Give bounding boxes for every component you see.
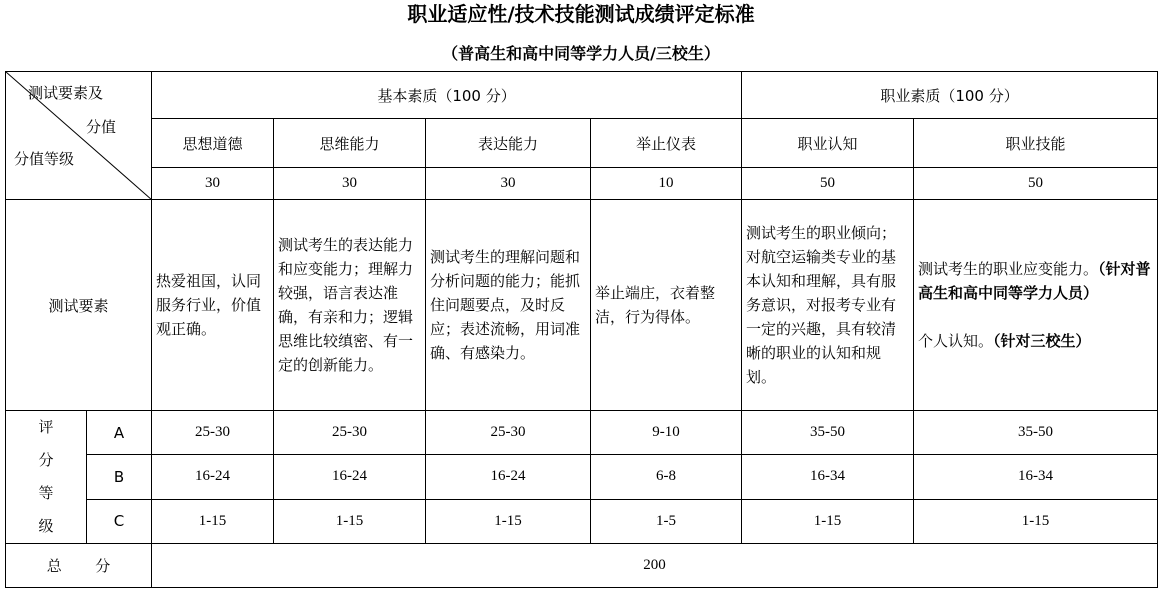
grade-range: 16-24 [426, 455, 591, 499]
grade-range: 1-15 [914, 499, 1158, 543]
grade-range: 1-15 [742, 499, 914, 543]
grade-range: 35-50 [742, 411, 914, 455]
grade-range: 25-30 [152, 411, 274, 455]
col-name: 表达能力 [426, 119, 591, 168]
col-name: 思想道德 [152, 119, 274, 168]
page-subtitle: （普高生和高中同等学力人员/三校生） [442, 44, 720, 63]
col-desc: 热爱祖国，认同服务行业，价值观正确。 [152, 200, 274, 411]
corner-label-score: 分值 [86, 118, 117, 136]
col-desc-skills [914, 200, 1158, 411]
col-score: 10 [591, 168, 742, 200]
grade-range: 16-24 [274, 455, 426, 499]
page-title: 职业适应性/技术技能测试成绩评定标准 [407, 2, 755, 26]
grade-row-b [6, 455, 1158, 499]
grade-range: 16-34 [914, 455, 1158, 499]
col-desc: 测试考生的理解问题和分析问题的能力；能抓住问题要点，及时反应；表述流畅，用词准确、有感染力。 [426, 200, 591, 411]
desc-note: （针对普高生和高中同等学力人员） [918, 260, 1151, 302]
col-name: 职业技能 [914, 119, 1158, 168]
elements-row [6, 200, 1158, 411]
grade-range: 25-30 [274, 411, 426, 455]
col-name: 举止仪表 [591, 119, 742, 168]
col-desc: 举止端庄，衣着整洁，行为得体。 [591, 200, 742, 411]
desc-text: 测试考生的职业应变能力。 [918, 260, 1099, 278]
col-score: 30 [152, 168, 274, 200]
col-desc: 测试考生的表达能力和应变能力；理解力较强，语言表达准确，有亲和力；逻辑思维比较缜密、有一定的创新能力。 [274, 200, 426, 411]
grade-range: 1-15 [274, 499, 426, 543]
group-basic-quality: 基本素质（100 分） [152, 72, 742, 119]
col-name: 思维能力 [274, 119, 426, 168]
corner-label-elements: 测试要素及 [28, 84, 104, 102]
col-score: 50 [914, 168, 1158, 200]
grade-label: 评 分 等 级 [6, 411, 87, 544]
desc-text: 个人认知。 [918, 332, 994, 350]
grade-range: 1-15 [426, 499, 591, 543]
elements-label: 测试要素 [6, 200, 152, 411]
score-table [5, 71, 1158, 588]
grade-range: 35-50 [914, 411, 1158, 455]
corner-label-grade: 分值等级 [14, 150, 75, 168]
total-value: 200 [152, 544, 1158, 588]
desc-note: （针对三校生） [993, 332, 1091, 350]
group-professional-quality: 职业素质（100 分） [742, 72, 1158, 119]
grade-range: 9-10 [591, 411, 742, 455]
grade-range: 6-8 [591, 455, 742, 499]
grade-range: 16-24 [152, 455, 274, 499]
corner-header [6, 72, 152, 200]
group-header-row [6, 72, 1158, 119]
grade-row-c [6, 499, 1158, 543]
grade-row-a [6, 411, 1158, 455]
score-row [6, 168, 1158, 200]
col-score: 30 [426, 168, 591, 200]
grade-letter: A [87, 411, 152, 455]
col-name: 职业认知 [742, 119, 914, 168]
col-desc: 测试考生的职业倾向；对航空运输类专业的基本认知和理解，具有服务意识，对报考专业有一定的兴趣，具有较清晰的职业的认知和规划。 [742, 200, 914, 411]
total-row [6, 544, 1158, 588]
total-label: 总 分 [6, 544, 152, 588]
col-score: 30 [274, 168, 426, 200]
column-name-row [6, 119, 1158, 168]
grade-range: 1-5 [591, 499, 742, 543]
grade-range: 25-30 [426, 411, 591, 455]
col-score: 50 [742, 168, 914, 200]
grade-range: 1-15 [152, 499, 274, 543]
grade-range: 16-34 [742, 455, 914, 499]
grade-letter: C [87, 499, 152, 543]
grade-letter: B [87, 455, 152, 499]
